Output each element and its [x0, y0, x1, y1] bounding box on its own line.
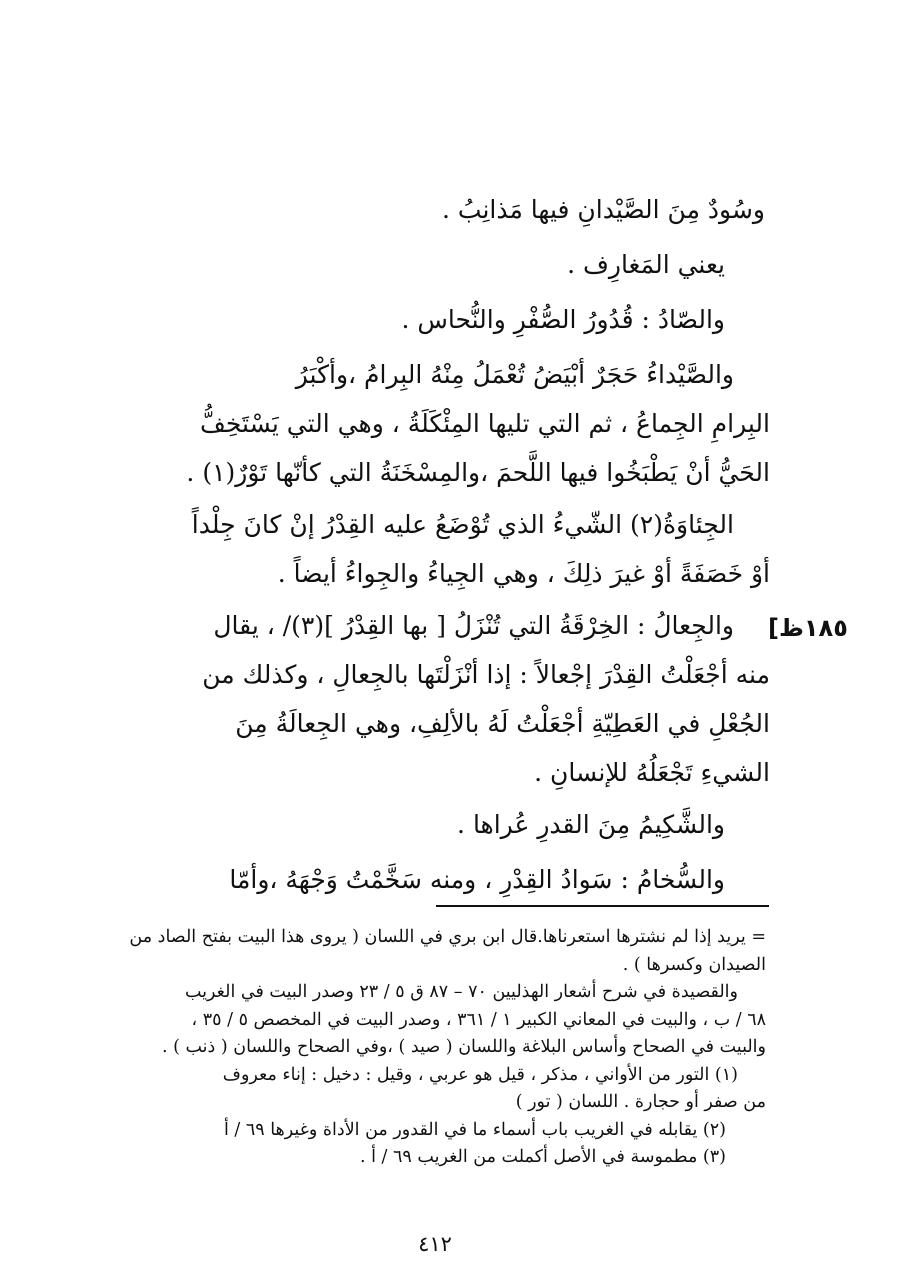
text-line: الجِئاوَةُ(٢) الشّيءُ الذي تُوْضَعُ عليه القِدْرُ إنْ كانَ جِلْداً: [191, 510, 734, 539]
text-line: والصَّيْداءُ حَجَرٌ أبْيَضُ تُعْمَلُ مِنْهُ البِرامُ ،وأكْبَرُ: [295, 360, 734, 389]
paragraph-saida: [120, 350, 770, 497]
page-number: ٤١٢: [418, 1232, 452, 1256]
footnote-line: الصيدان وكسرها ) .: [622, 954, 766, 975]
footnotes: [128, 924, 766, 1172]
text-line: والصّادُ : قُدُورُ الصُّفْرِ والنُّحاس .: [401, 305, 725, 334]
text-line: الجُعْلِ في العَطِيّةِ أجْعَلْتُ لَهُ بالألِفِ، وهي الجِعالَةُ مِنَ: [235, 709, 770, 738]
footnote-line: من صفر أو حجارة . اللسان ( تور ): [515, 1092, 766, 1112]
footnote-line: ٦٨ / ب ، والبيت في المعاني الكبير ١ / ٣٦١ ، وصدر البيت في المخصص ٥ / ٣٥ ،: [191, 1009, 766, 1030]
text-line: الحَيُّ أنْ يَطْبَخُوا فيها اللَّحمَ ،والمِسْخَنَةُ التي كأنّها تَوْرٌ(١) .: [186, 458, 770, 487]
footnote-line: = يريد إذا لم نشترها استعرناها.قال ابن بري في اللسان ( يروى هذا البيت بفتح الصاد من: [129, 927, 766, 947]
text-line: البِرامِ الجِماعُ ، ثم التي تليها المِئْكَلَةُ ، وهي التي يَسْتَخِفُّ: [200, 409, 770, 438]
verse-line: وسُودٌ مِنَ الصَّيْدانِ فيها مَذانِبُ .: [442, 195, 765, 224]
text-line: يعني المَغارِف .: [567, 250, 725, 279]
paragraph-jiawa: [120, 500, 770, 598]
footnote-line: والقصيدة في شرح أشعار الهذليين ٧٠ – ٨٧ ق ٥ / ٢٣ وصدر البيت في الغريب: [184, 982, 738, 1002]
footnote-3: (٣) مطموسة في الأصل أكملت من الغريب ٦٩ / أ .: [360, 1147, 726, 1167]
paragraph-jial: [120, 601, 770, 797]
text-line: منه أجْعَلْتُ القِدْرَ إجْعالاً : إذا أنْزَلْتَها بالجِعالِ ، وكذلك من: [202, 660, 770, 689]
text-line: الشيءِ تَجْعَلُهُ للإنسانِ .: [534, 758, 770, 787]
text-line: والشَّكِيمُ مِنَ القدرِ عُراها .: [457, 810, 725, 839]
footnote-divider: [436, 905, 769, 907]
footnote-line: والبيت في الصحاح وأساس البلاغة واللسان ( صيد ) ،وفي الصحاح واللسان ( ذنب ) .: [161, 1037, 766, 1057]
main-text: [120, 182, 770, 907]
margin-folio-number: [١٨٥ظ: [768, 614, 848, 642]
text-line: أوْ خَصَفَةً أوْ غيرَ ذلِكَ ، وهي الجِياءُ والجِواءُ أيضاً .: [277, 559, 770, 588]
footnote-2: (٢) يقابله في الغريب باب أسماء ما في القدور من الأداة وغيرها ٦٩ / أ: [223, 1119, 726, 1140]
text-line: والجِعالُ : الخِرْقَةُ التي تُنْزَلُ [ بها القِدْرُ ](٣)/ ، يقال: [213, 611, 734, 640]
text-line: والسُّخامُ : سَوادُ القِدْرِ ، ومنه سَخَّمْتُ وَجْهَهُ ،وأمّا: [229, 865, 725, 894]
footnote-1: (١) التور من الأواني ، مذكر ، قيل هو عربي ، وقيل : دخيل : إناء معروف: [222, 1064, 738, 1085]
